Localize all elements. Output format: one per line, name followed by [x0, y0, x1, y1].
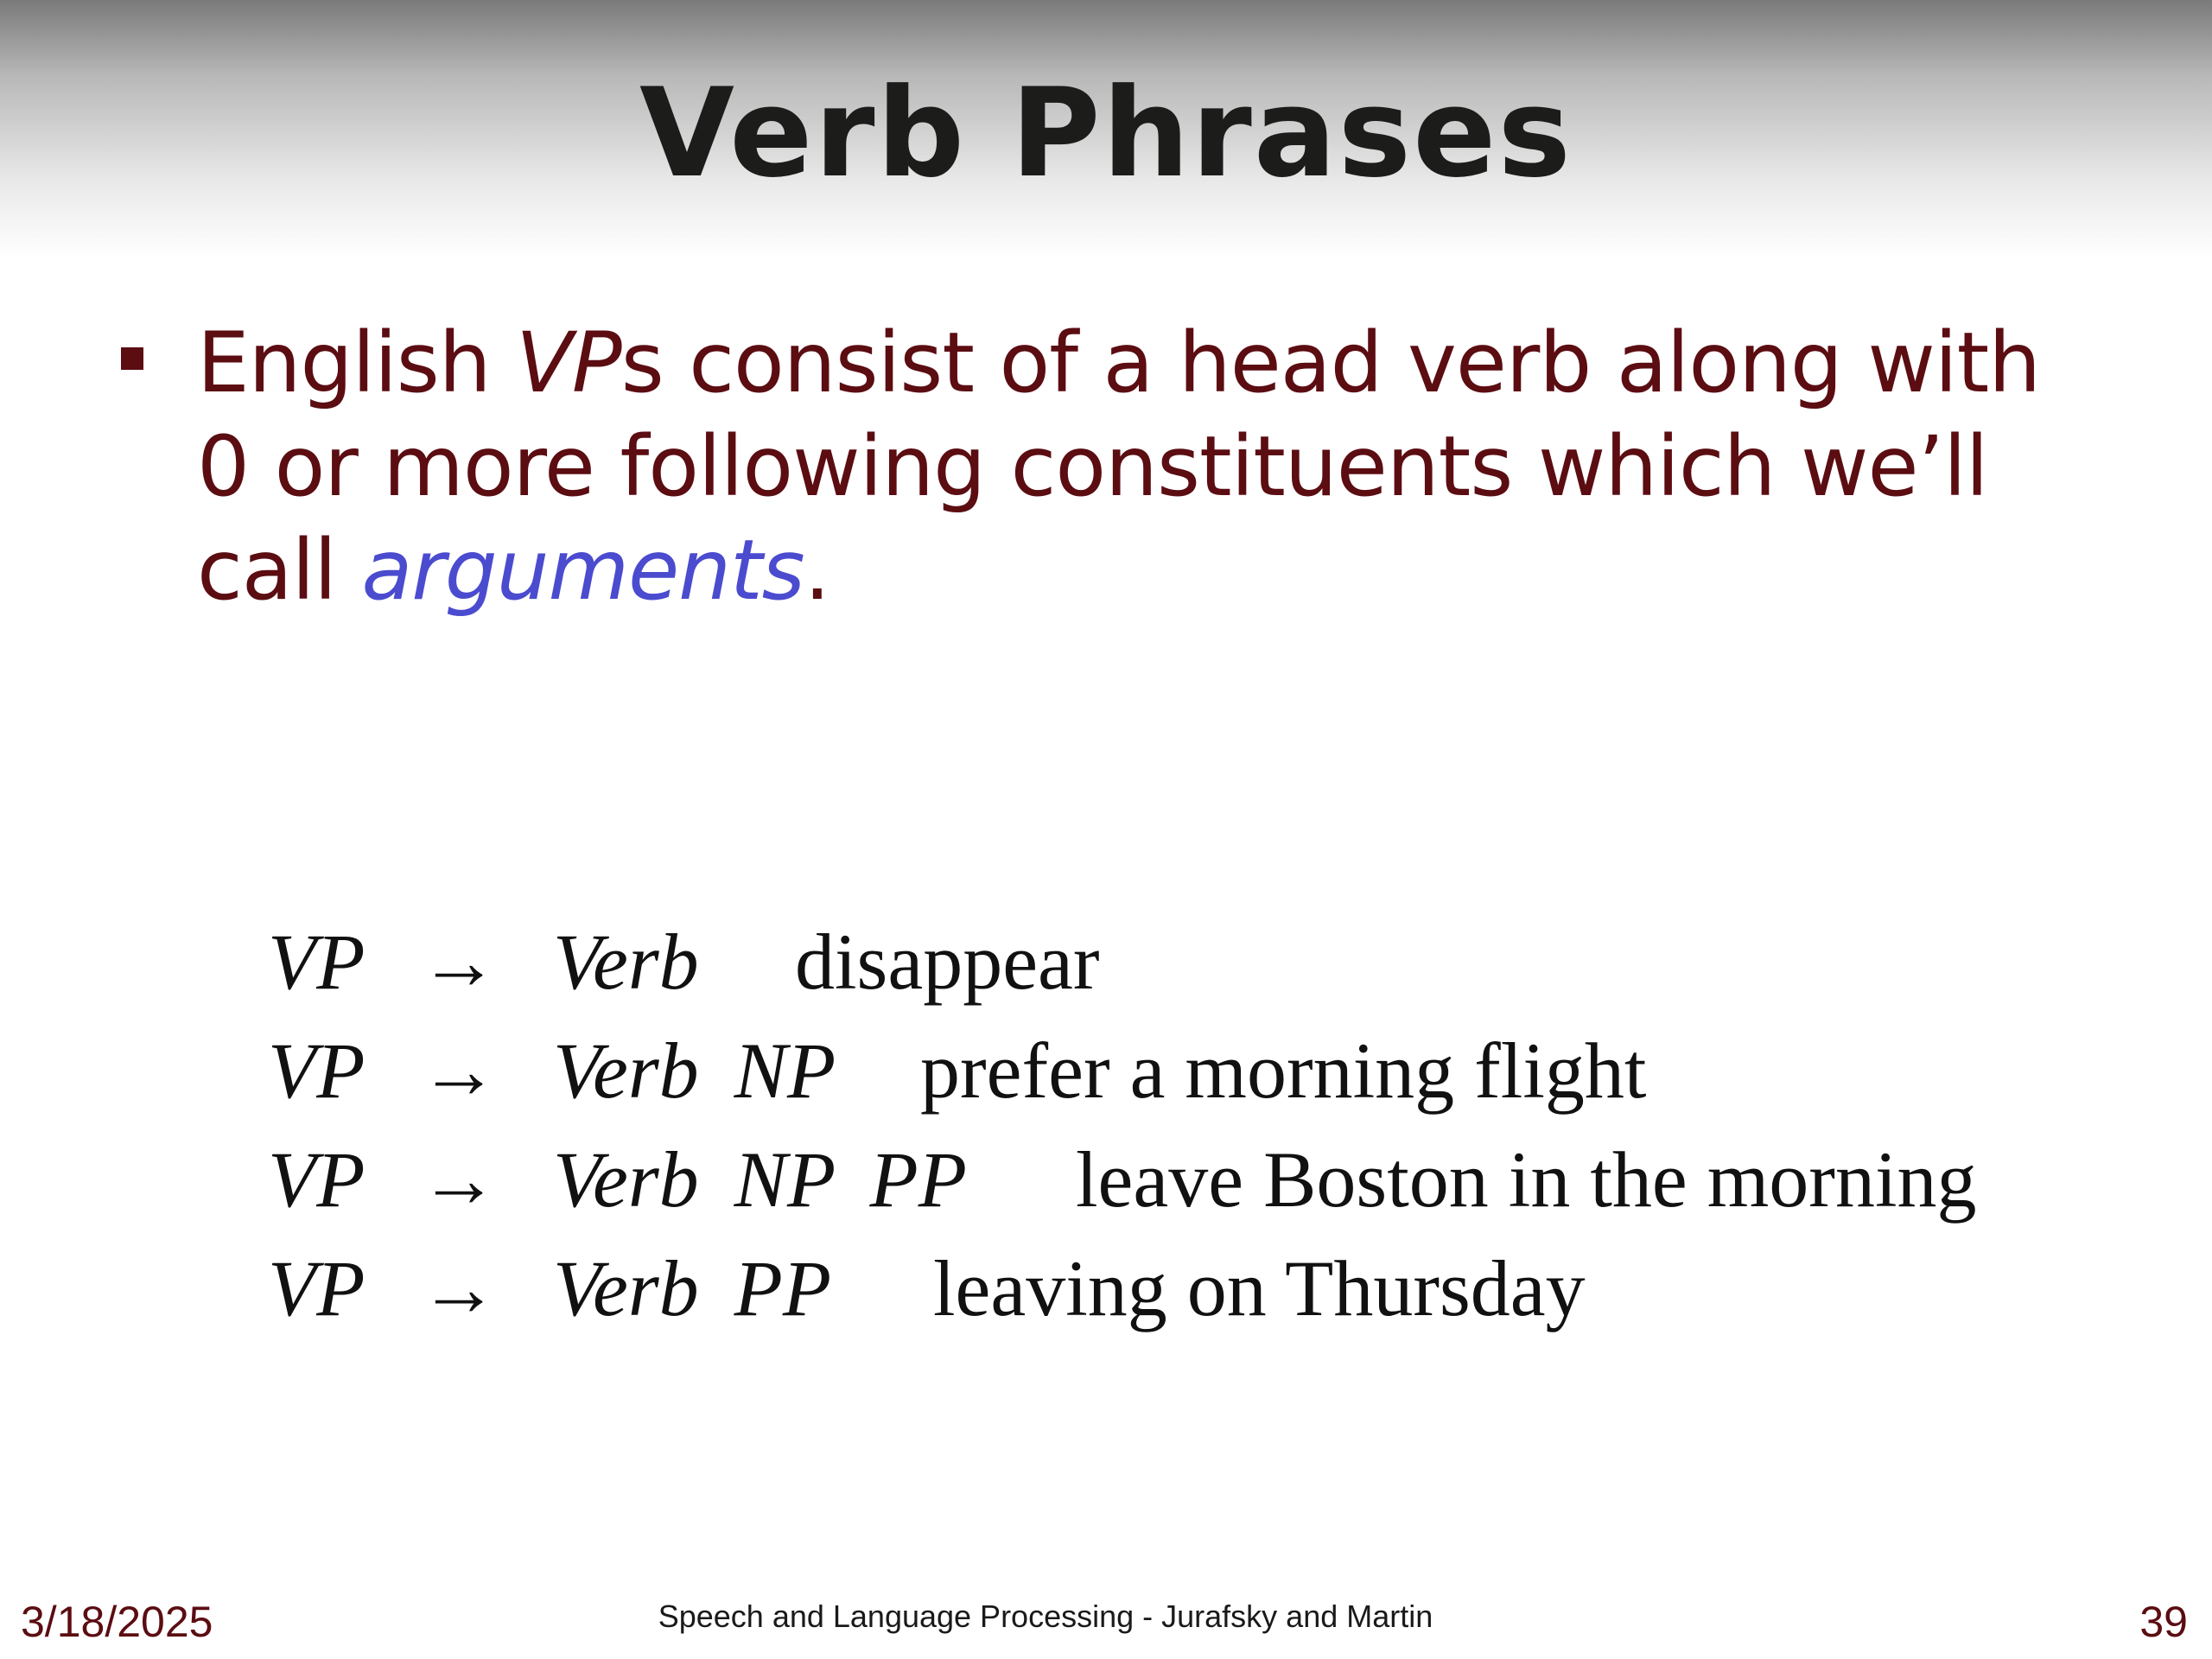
- rule-arrow: →: [419, 1135, 499, 1224]
- rule-arrow: →: [419, 1244, 499, 1332]
- rule-rhs: Verb NP: [553, 1027, 836, 1115]
- bullet-term: arguments: [361, 522, 804, 619]
- rule-example: leave Boston in the morning: [1076, 1135, 1977, 1224]
- grammar-rule: [268, 916, 2126, 1025]
- footer-source: Speech and Language Processing - Jurafsky and Martin: [658, 1599, 1433, 1634]
- grammar-rule: [268, 1025, 2126, 1134]
- rule-rhs: Verb NP PP: [553, 1135, 967, 1224]
- rule-example: prefer a morning flight: [920, 1027, 1647, 1115]
- page-number: 39: [2139, 1598, 2188, 1646]
- rule-lhs: VP: [268, 918, 365, 1006]
- footer-date: 3/18/2025: [21, 1598, 213, 1646]
- grammar-rules: [268, 916, 2126, 1351]
- rule-example: disappear: [795, 918, 1100, 1006]
- bullet-vp: VP: [516, 315, 621, 411]
- grammar-rule: [268, 1134, 2126, 1243]
- rule-lhs: VP: [268, 1244, 365, 1332]
- grammar-rule: [268, 1243, 2126, 1351]
- rule-lhs: VP: [268, 1135, 365, 1224]
- rule-rhs: Verb: [553, 918, 699, 1006]
- rule-arrow: →: [419, 918, 499, 1006]
- bullet-text: [197, 311, 2115, 622]
- bullet-suffix: .: [804, 522, 830, 619]
- rule-arrow: →: [419, 1027, 499, 1115]
- bullet-middle: s consist of a head verb along with 0 or more following constituents which we’ll call: [197, 315, 2041, 619]
- rule-rhs: Verb PP: [553, 1244, 832, 1332]
- bullet-prefix: English: [197, 315, 517, 411]
- slide-title: Verb Phrases: [639, 62, 1573, 205]
- rule-lhs: VP: [268, 1027, 365, 1115]
- rule-example: leaving on Thursday: [933, 1244, 1586, 1332]
- bullet-square-icon: [121, 347, 143, 370]
